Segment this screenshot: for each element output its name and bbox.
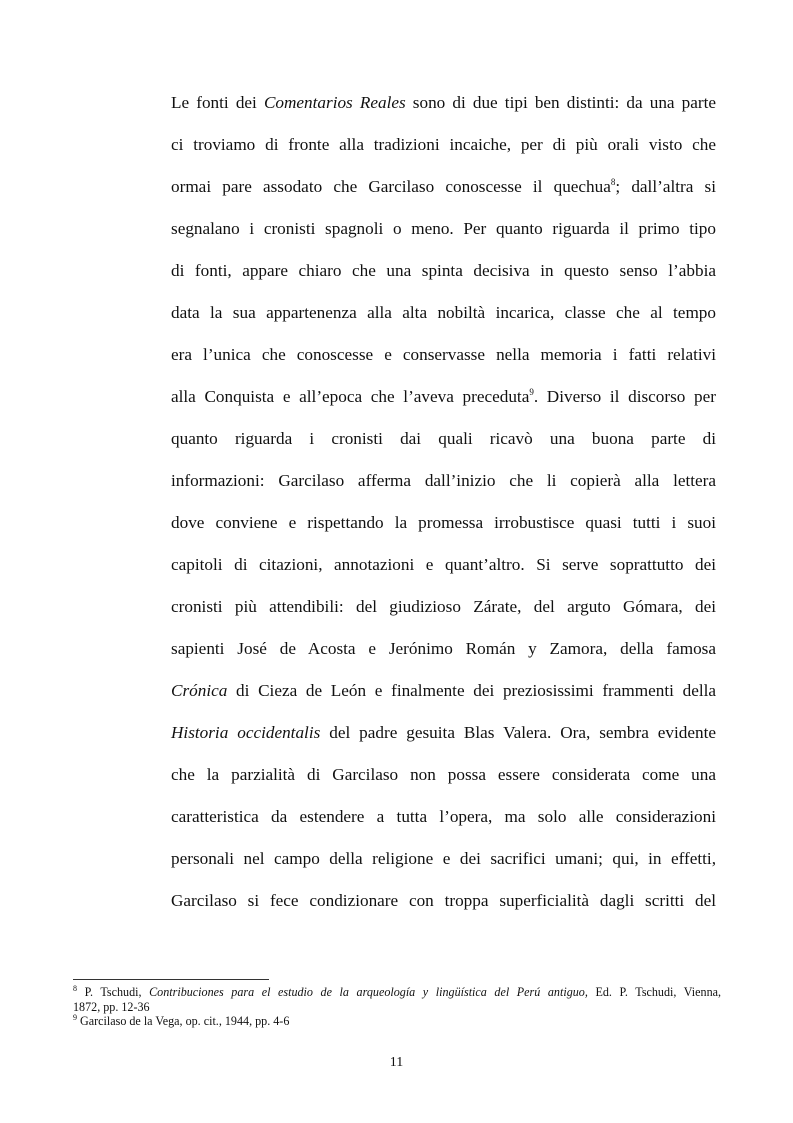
- work-title-cronica: Crónica: [171, 681, 228, 700]
- footnote-ref-9: 9: [529, 387, 534, 397]
- text-line: cronisti più attendibili: del giudizioso Zárate, del arguto Gómara, dei: [171, 597, 716, 616]
- text-line: ormai pare assodato che Garcilaso conoscesse il quechua$^8$; dall’altra si: [171, 177, 716, 196]
- footnote-8-continued: 1872, pp. 12-36: [73, 999, 150, 1014]
- footnote-separator: [73, 979, 269, 980]
- footnote-number: 9: [73, 1013, 77, 1022]
- text-line: quanto riguarda i cronisti dai quali ricavò una buona parte di: [171, 429, 716, 448]
- text-line: dove conviene e rispettando la promessa irrobustisce quasi tutti i suoi: [171, 513, 716, 532]
- text-line: data la sua appartenenza alla alta nobiltà incarica, classe che al tempo: [171, 303, 716, 322]
- text-line: personali nel campo della religione e dei sacrifici umani; qui, in effetti,: [171, 849, 716, 868]
- text-line: capitoli di citazioni, annotazioni e quant’altro. Si serve soprattutto dei: [171, 555, 716, 574]
- text-line: Garcilaso si fece condizionare con troppa superficialità dagli scritti del: [171, 891, 716, 910]
- footnote-number: 8: [73, 984, 77, 993]
- text-line: Le fonti dei Comentarios Reales sono di due tipi ben distinti: da una parte: [171, 93, 717, 112]
- text-line: ci troviamo di fronte alla tradizioni incaiche, per di più orali visto che: [171, 135, 716, 154]
- text-line: alla Conquista e all’epoca che l’aveva preceduta$^9$. Diverso il discorso per: [171, 387, 717, 406]
- footnotes: [73, 985, 721, 1029]
- main-paragraph: [171, 82, 716, 922]
- footnote-title: Contribuciones para el estudio de la arqueología y lingüística del Perú antiguo,: [149, 985, 588, 999]
- page-number: 11: [389, 1055, 404, 1070]
- work-title-historia-occidentalis: Historia occidentalis: [171, 723, 321, 742]
- text-line: sapienti José de Acosta e Jerónimo Román y Zamora, della famosa: [171, 639, 716, 658]
- text-line: che la parzialità di Garcilaso non possa essere considerata come una: [171, 765, 716, 784]
- text-line: Crónica di Cieza de León e finalmente dei preziosissimi frammenti della: [171, 681, 716, 700]
- footnote-9: $^9$ Garcilaso de la Vega, op. cit., 1944, pp. 4-6: [73, 1013, 290, 1028]
- footnote-8: $^8$ P. Tschudi, Contribuciones para el estudio de la arqueología y lingüística del Perú antiguo, Ed. P. Tschudi, Vienna,: [73, 984, 722, 999]
- footnote-ref-8: 8: [610, 177, 616, 187]
- work-title-comentarios-reales: Comentarios Reales: [263, 93, 406, 112]
- text-line: informazioni: Garcilaso afferma dall’inizio che li copierà alla lettera: [171, 471, 716, 490]
- text-line: di fonti, appare chiaro che una spinta decisiva in questo senso l’abbia: [171, 261, 716, 280]
- text-line: era l’unica che conoscesse e conservasse nella memoria i fatti relativi: [171, 345, 716, 364]
- text-line: segnalano i cronisti spagnoli o meno. Per quanto riguarda il primo tipo: [171, 219, 716, 238]
- text-line: caratteristica da estendere a tutta l’opera, ma solo alle considerazioni: [171, 807, 716, 826]
- text-line: Historia occidentalis del padre gesuita Blas Valera. Ora, sembra evidente: [171, 723, 716, 742]
